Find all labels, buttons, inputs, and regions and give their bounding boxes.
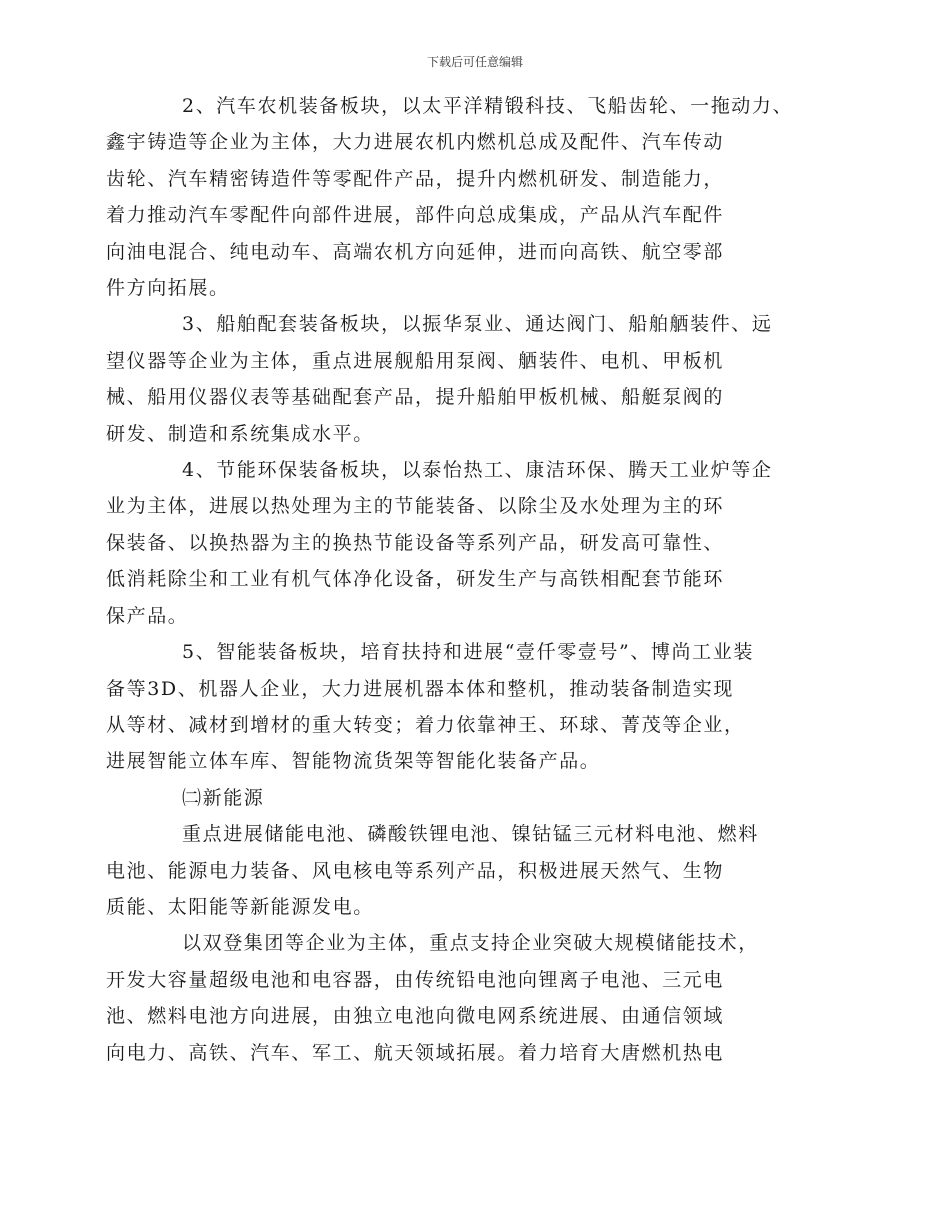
paragraph-shuangdeng-group — [106, 925, 824, 1071]
text-line: 以双登集团等企业为主体，重点支持企业突破大规模储能技术， — [182, 932, 759, 955]
page-header: 下载后可任意编辑 — [426, 55, 523, 69]
paragraph-new-energy-focus — [106, 816, 824, 925]
text-line: 质能、太阳能等新能源发电。 — [106, 895, 374, 918]
text-line: 5、智能装备板块，培育扶持和进展“壹仟零壹号”、博尚工业装 — [182, 641, 754, 664]
text-line: 齿轮、汽车精密铸造件等零配件产品，提升内燃机研发、制造能力， — [106, 167, 725, 190]
text-line: 望仪器等企业为主体，重点进展舰船用泵阀、舾装件、电机、甲板机 — [106, 349, 725, 372]
paragraph-ship-equipment — [106, 306, 824, 452]
text-line: 进展智能立体车库、智能物流货架等智能化装备产品。 — [106, 750, 601, 773]
text-line: 开发大容量超级电池和电容器，由传统铅电池向锂离子电池、三元电 — [106, 968, 725, 991]
text-line: 4、节能环保装备板块，以泰怡热工、康洁环保、腾天工业炉等企 — [182, 459, 773, 482]
text-line: 重点进展储能电池、磷酸铁锂电池、镍钴锰三元材料电池、燃料 — [182, 823, 759, 846]
text-line: 向电力、高铁、汽车、军工、航天领域拓展。着力培育大唐燃机热电 — [106, 1041, 725, 1064]
text-line: 电池、能源电力装备、风电核电等系列产品，积极进展天然气、生物 — [106, 859, 725, 882]
paragraph-energy-saving-equipment — [106, 452, 824, 634]
text-line: 械、船用仪器仪表等基础配套产品，提升船舶甲板机械、船艇泵阀的 — [106, 386, 725, 409]
text-line: 池、燃料电池方向进展，由独立电池向微电网系统进展、由通信领域 — [106, 1005, 725, 1028]
text-line: 低消耗除尘和工业有机气体净化设备，研发生产与高铁相配套节能环 — [106, 568, 725, 591]
text-line: 从等材、减材到增材的重大转变；着力依靠神王、环球、菁茂等企业， — [106, 713, 745, 736]
text-line: 件方向拓展。 — [106, 277, 230, 300]
text-line: 着力推动汽车零配件向部件进展，部件向总成集成，产品从汽车配件 — [106, 204, 725, 227]
text-line: 保产品。 — [106, 604, 189, 627]
document-body — [106, 88, 824, 1071]
text-line: 业为主体，进展以热处理为主的节能装备、以除尘及水处理为主的环 — [106, 495, 725, 518]
text-line: 2、汽车农机装备板块，以太平洋精锻科技、飞船齿轮、一拖动力、 — [182, 95, 794, 117]
text-line: 向油电混合、纯电动车、高端农机方向延伸，进而向高铁、航空零部 — [106, 240, 725, 263]
paragraph-smart-equipment — [106, 634, 824, 780]
text-line: 鑫宇铸造等企业为主体，大力进展农机内燃机总成及配件、汽车传动 — [106, 131, 725, 154]
text-line: 3、船舶配套装备板块，以振华泵业、通达阀门、船舶舾装件、远 — [182, 313, 773, 336]
text-line: 保装备、以换热器为主的换热节能设备等系列产品，研发高可靠性、 — [106, 531, 725, 554]
paragraph-auto-agri-equipment — [106, 88, 824, 306]
text-line: 备等3D、机器人企业，大力进展机器本体和整机，推动装备制造实现 — [106, 677, 734, 700]
section-heading-new-energy: ㈡新能源 — [182, 786, 265, 809]
text-line: 研发、制造和系统集成水平。 — [106, 422, 374, 445]
